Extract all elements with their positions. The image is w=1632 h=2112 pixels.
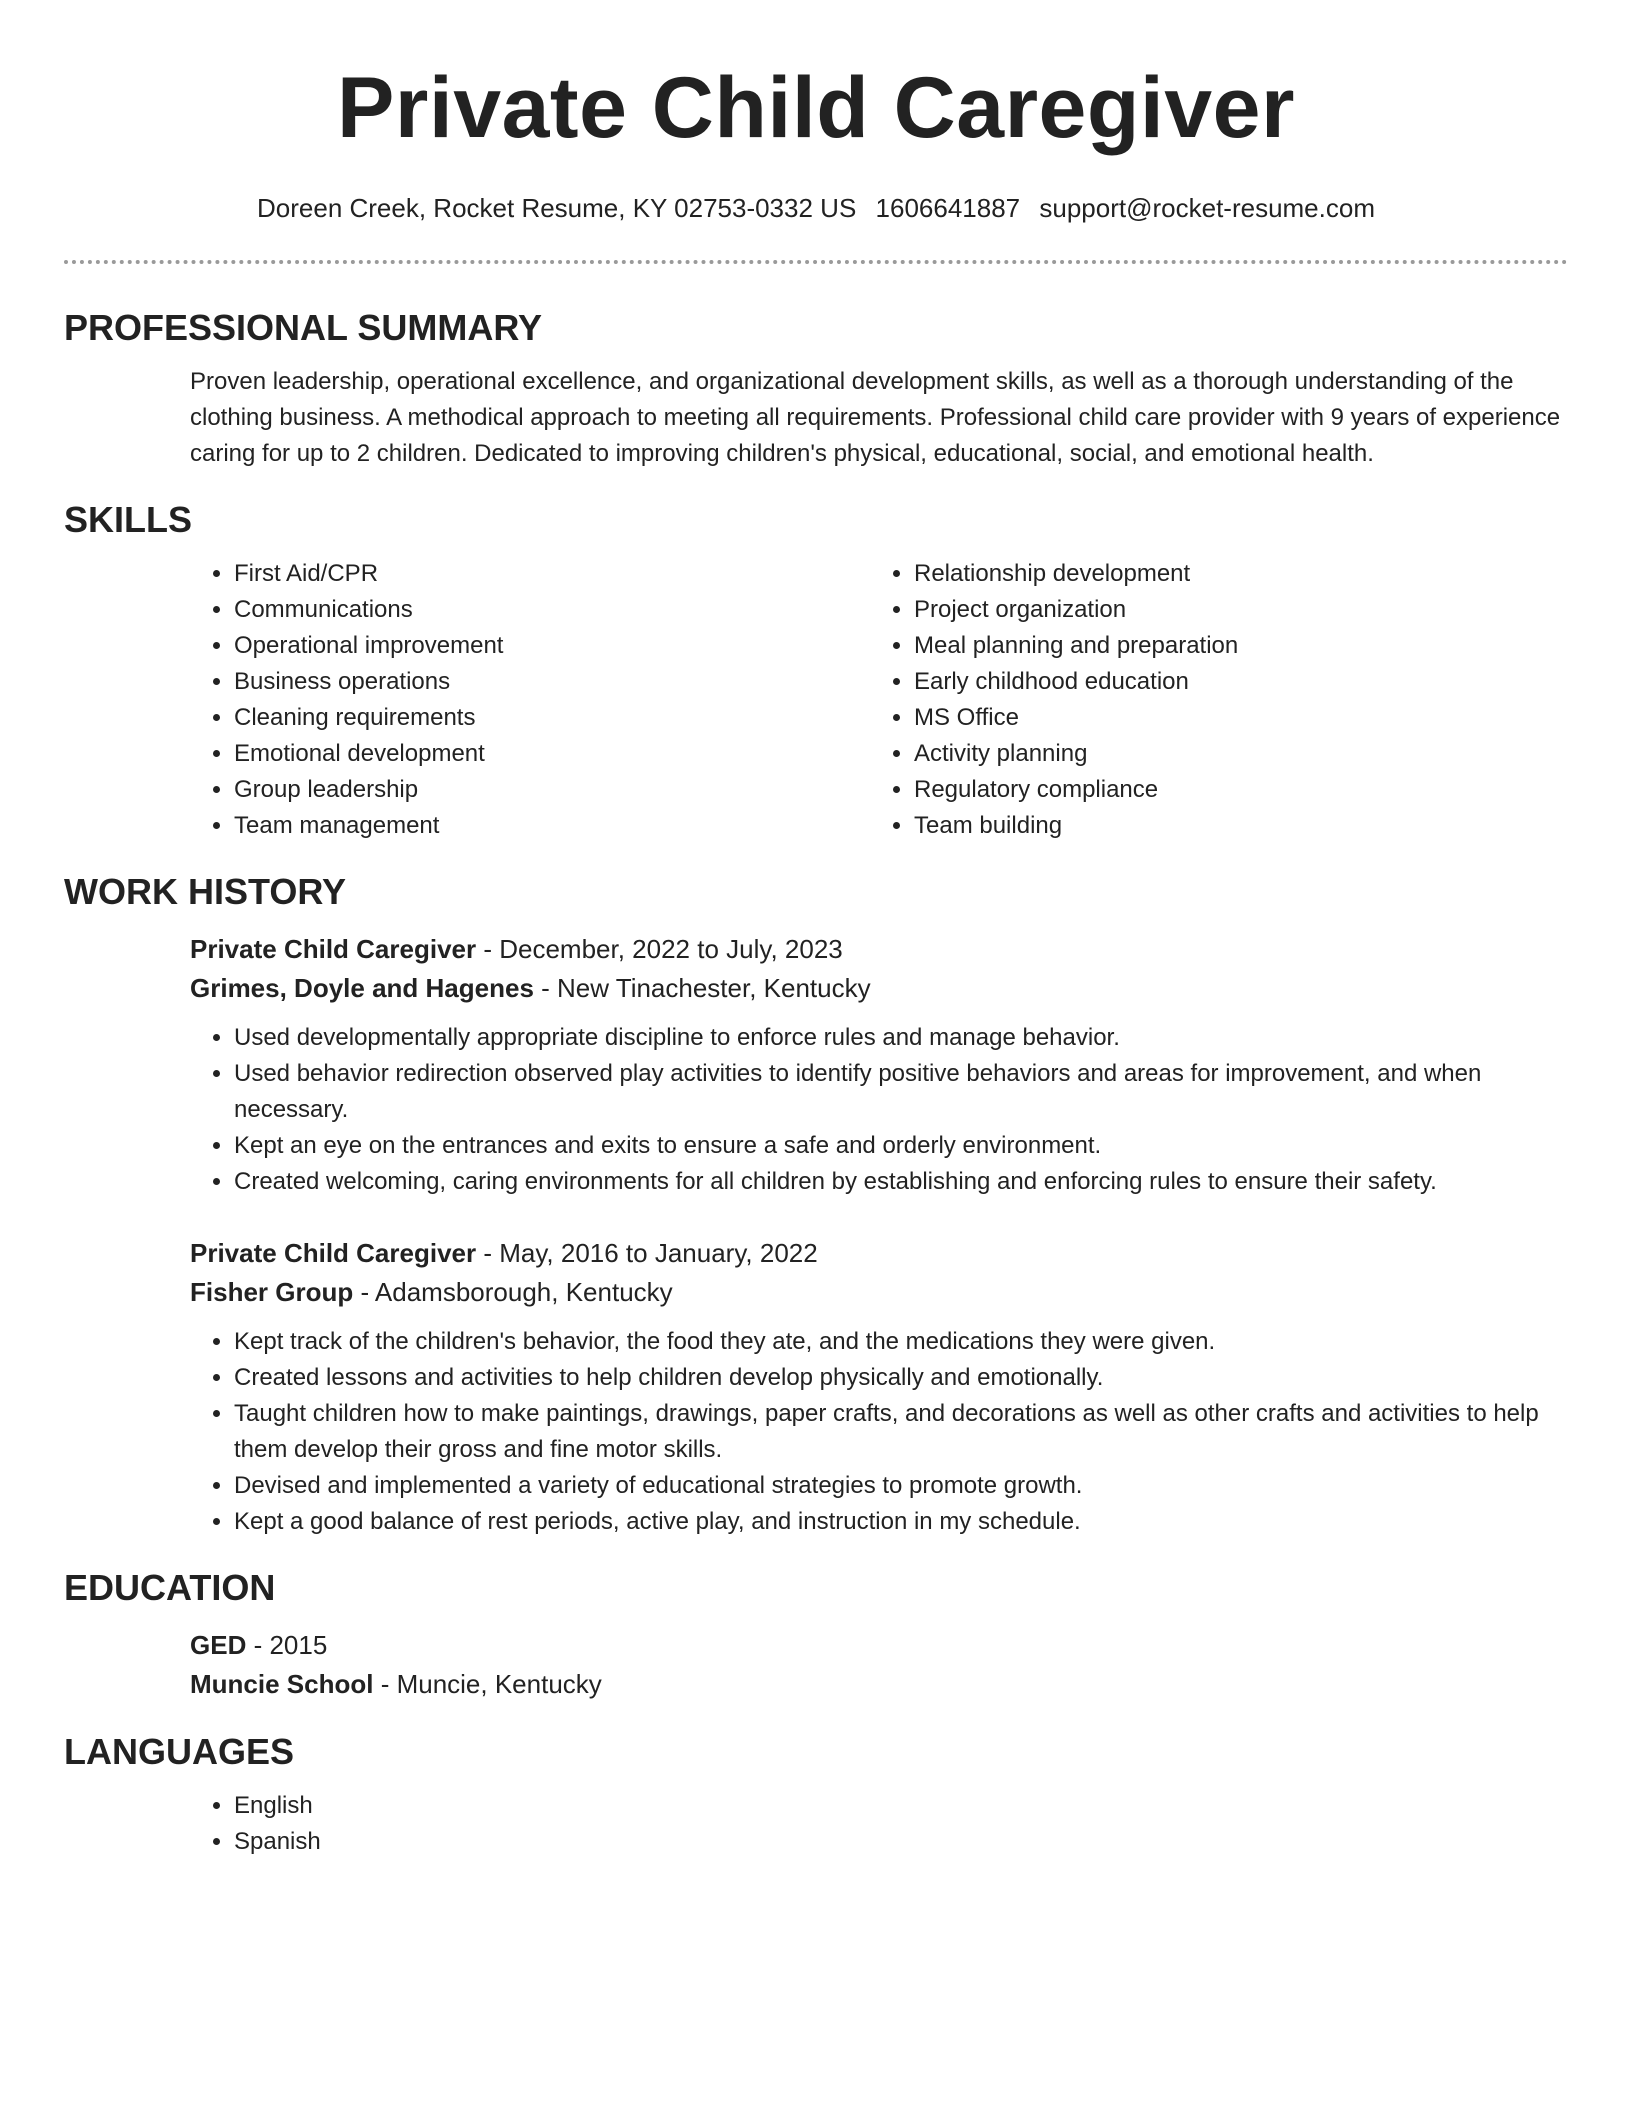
summary-text: Proven leadership, operational excellence, and organizational development skills, as well as a thorough understanding of the clothing business. A methodical approach to meeting all requirements. Professional child care provider with 9 years of experience caring for up to 2 children. Dedicated to improving children's physical, educational, social, and emotional health. [190, 368, 1561, 467]
list-item: • Emotional development [234, 736, 870, 772]
list-item: • Created welcoming, caring environments for all children by establishing and enforcing rules to ensure their safety. [234, 1164, 1568, 1200]
job-bullets [190, 1324, 1568, 1540]
job-entry [190, 930, 1568, 1008]
list-item: • Used behavior redirection observed play activities to identify positive behaviors and areas for improvement, and when necessary. [234, 1056, 1568, 1128]
job-company: Fisher Group [190, 1277, 354, 1307]
skills-grid [190, 556, 1568, 844]
list-item: • English [234, 1788, 1568, 1824]
job-bullets-section [190, 1020, 1568, 1200]
list-item: • Team building [914, 808, 1550, 844]
list-item: • Business operations [234, 664, 870, 700]
list-item: • Relationship development [914, 556, 1550, 592]
education-school-line [190, 1665, 1568, 1704]
list-item: • Devised and implemented a variety of educational strategies to promote growth. [234, 1468, 1568, 1504]
education-year: - 2015 [246, 1630, 328, 1660]
list-item: • Group leadership [234, 772, 870, 808]
job-entry [190, 1234, 1568, 1312]
list-item: • Created lessons and activities to help children develop physically and emotionally. [234, 1360, 1568, 1396]
education-entry [190, 1626, 1568, 1704]
contact-phone: 1606641887 [875, 193, 1021, 223]
work-history-title: WORK HISTORY [64, 871, 347, 912]
education-location: - Muncie, Kentucky [373, 1669, 602, 1699]
job-dates: - December, 2022 to July, 2023 [476, 934, 843, 964]
list-item: • Regulatory compliance [914, 772, 1550, 808]
languages-section [190, 1788, 1568, 1860]
skills-list-right [870, 556, 1550, 844]
contact-line [64, 192, 1568, 224]
summary-section [190, 364, 1568, 472]
list-item: • Activity planning [914, 736, 1550, 772]
job-title-line [190, 930, 1568, 969]
job-company-line [190, 1273, 1568, 1312]
job-bullets-section [190, 1324, 1568, 1540]
skills-column-left [190, 556, 870, 844]
job-location: - Adamsborough, Kentucky [353, 1277, 673, 1307]
skills-list-left [190, 556, 870, 844]
job-dates: - May, 2016 to January, 2022 [476, 1238, 818, 1268]
list-item: • First Aid/CPR [234, 556, 870, 592]
contact-address: Doreen Creek, Rocket Resume, KY 02753-0332 US [257, 193, 857, 223]
list-item: • Kept track of the children's behavior, the food they ate, and the medications they were given. [234, 1324, 1568, 1360]
job-role: Private Child Caregiver [190, 1238, 477, 1268]
list-item: • Team management [234, 808, 870, 844]
list-item: • Kept an eye on the entrances and exits to ensure a safe and orderly environment. [234, 1128, 1568, 1164]
list-item: • Kept a good balance of rest periods, active play, and instruction in my schedule. [234, 1504, 1568, 1540]
summary-title: PROFESSIONAL SUMMARY [64, 307, 543, 348]
list-item: • Project organization [914, 592, 1550, 628]
contact-email: support@rocket-resume.com [1039, 193, 1375, 223]
list-item: • Used developmentally appropriate discipline to enforce rules and manage behavior. [234, 1020, 1568, 1056]
job-bullets [190, 1020, 1568, 1200]
education-title: EDUCATION [64, 1567, 276, 1608]
skills-column-right [870, 556, 1550, 844]
job-title-line [190, 1234, 1568, 1273]
list-item: • Operational improvement [234, 628, 870, 664]
job-company: Grimes, Doyle and Hagenes [190, 973, 534, 1003]
list-item: • Cleaning requirements [234, 700, 870, 736]
languages-title: LANGUAGES [64, 1731, 295, 1772]
job-role: Private Child Caregiver [190, 934, 477, 964]
list-item: • Spanish [234, 1824, 1568, 1860]
education-degree-line [190, 1626, 1568, 1665]
list-item: • Early childhood education [914, 664, 1550, 700]
job-location: - New Tinachester, Kentucky [533, 973, 871, 1003]
list-item: • Communications [234, 592, 870, 628]
list-item: • Meal planning and preparation [914, 628, 1550, 664]
education-school: Muncie School [190, 1669, 374, 1699]
languages-list [190, 1788, 1568, 1860]
resume-name: Private Child Caregiver [337, 60, 1295, 156]
job-company-line [190, 969, 1568, 1008]
list-item: • MS Office [914, 700, 1550, 736]
list-item: • Taught children how to make paintings, drawings, paper crafts, and decorations as well as other crafts and activities to help them develop their gross and fine motor skills. [234, 1396, 1568, 1468]
header-divider [64, 260, 1568, 264]
skills-title: SKILLS [64, 499, 193, 540]
education-degree: GED [190, 1630, 247, 1660]
